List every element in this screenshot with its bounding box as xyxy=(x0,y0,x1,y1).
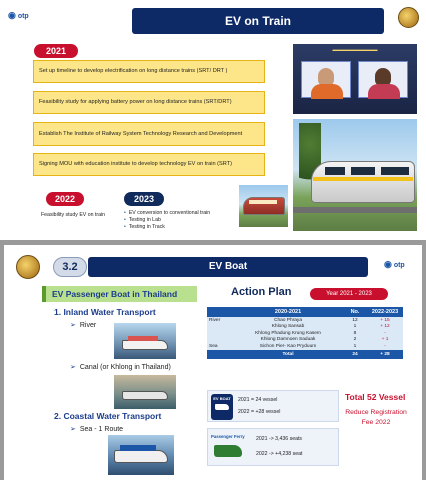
list-item: • EV conversion to conventional train xyxy=(124,210,210,217)
conference-banner: ▬▬▬▬▬▬▬▬▬▬ xyxy=(332,47,378,52)
train-window xyxy=(249,200,277,204)
table-header-row: 2020-2021 No. 2022-2023 xyxy=(207,307,403,317)
river-boat-photo xyxy=(114,323,176,359)
task-box: Feasibility study for applying battery power on long distance trains (SRT/DRT) xyxy=(33,91,265,114)
boat-deck xyxy=(120,445,156,451)
video-conference-photo xyxy=(293,44,417,114)
note-2022: Feasibility study EV on train xyxy=(41,212,106,218)
inland-title: 1. Inland Water Transport xyxy=(54,307,156,317)
speaker-body xyxy=(368,84,400,99)
table-row: Khlong Phadung Krung Kasem 8 - xyxy=(207,330,403,337)
track xyxy=(293,207,417,213)
table-row: Sea Sichon Pier- Kao Pryduum 1 - xyxy=(207,343,403,350)
otp-logo: ◉ otp xyxy=(8,10,29,20)
table-row: River Chao Phraya 12 + 15 xyxy=(207,317,403,324)
ferry-icon xyxy=(214,445,242,457)
reduce-fee-note: Reduce Registration Fee 2022 xyxy=(345,409,407,426)
ferry-line: 2021 -> 3,436 seats xyxy=(256,436,303,442)
sea-boat-photo xyxy=(108,435,174,475)
table-row: Khlong Sansab 1 + 12 xyxy=(207,324,403,331)
arrow-bullet-icon: ➢ xyxy=(70,426,76,433)
train-window xyxy=(351,167,375,175)
year-range-pill: Year 2021 - 2023 xyxy=(310,288,388,300)
speaker-body xyxy=(311,84,343,99)
slide-title: EV Boat xyxy=(88,257,368,277)
table-row: Khlong Damnoen Saduak 2 + 1 xyxy=(207,337,403,344)
arrow-bullet-icon: ➢ xyxy=(70,364,76,371)
royal-seal-icon xyxy=(16,255,40,279)
year-2021-pill: 2021 xyxy=(34,44,78,58)
royal-seal-icon xyxy=(398,7,419,28)
slide-title: EV on Train xyxy=(132,8,384,34)
boat xyxy=(122,340,168,350)
action-plan-table xyxy=(207,307,403,359)
list-item: • Testing in Track xyxy=(124,224,210,231)
ev-train-photo xyxy=(293,119,417,231)
year-2023-pill: 2023 xyxy=(124,192,164,206)
ev-boat-summary xyxy=(207,390,339,422)
ferry-summary xyxy=(207,428,339,466)
otp-logo: ◉ otp xyxy=(384,259,405,269)
ev-boat-line: 2021 = 24 vessel xyxy=(238,397,278,403)
slide-ev-boat xyxy=(4,245,422,480)
ferry-label: Passenger Ferry xyxy=(211,434,245,439)
task-box: Set up timeline to develop electrification on long distance trains (SRT/ DRT ) xyxy=(33,60,265,83)
conventional-train-photo xyxy=(239,185,288,227)
coastal-title: 2. Coastal Water Transport xyxy=(54,411,162,421)
task-box: Establish The Institute of Railway System Technology Research and Development xyxy=(33,122,265,146)
speaker-panel xyxy=(358,61,408,98)
arrow-bullet-icon: ➢ xyxy=(70,322,76,329)
boat-roof xyxy=(128,336,158,341)
total-vessel: Total 52 Vessel xyxy=(345,392,406,402)
river-label: ➢ River xyxy=(70,322,97,329)
section-heading: EV Passenger Boat in Thailand xyxy=(42,286,197,302)
ferry-line: 2022 -> +4,238 seat xyxy=(256,451,303,457)
section-number-badge: 3.2 xyxy=(53,257,87,277)
speaker-panel xyxy=(301,61,351,98)
list-2023 xyxy=(124,210,210,231)
table-total-row: Total 24 + 28 xyxy=(207,350,403,359)
train-window xyxy=(381,167,409,175)
train-window xyxy=(325,167,345,175)
year-2022-pill: 2022 xyxy=(46,192,84,206)
list-item: • Testing in Lab xyxy=(124,217,210,224)
action-plan-title: Action Plan xyxy=(231,286,292,298)
canal-label: ➢ Canal (or Khlong in Thailand) xyxy=(70,364,171,371)
ev-boat-line: 2022 = +28 vessel xyxy=(238,409,281,415)
ev-boat-icon: EV BOAT xyxy=(211,394,233,420)
task-box: Signing MOU with education institute to develop technology EV on train (SRT) xyxy=(33,153,265,176)
canal-boat-photo xyxy=(114,375,176,409)
boat xyxy=(114,450,168,463)
sea-label: ➢ Sea - 1 Route xyxy=(70,426,124,433)
boat xyxy=(122,391,168,400)
train-stripe xyxy=(313,177,413,181)
